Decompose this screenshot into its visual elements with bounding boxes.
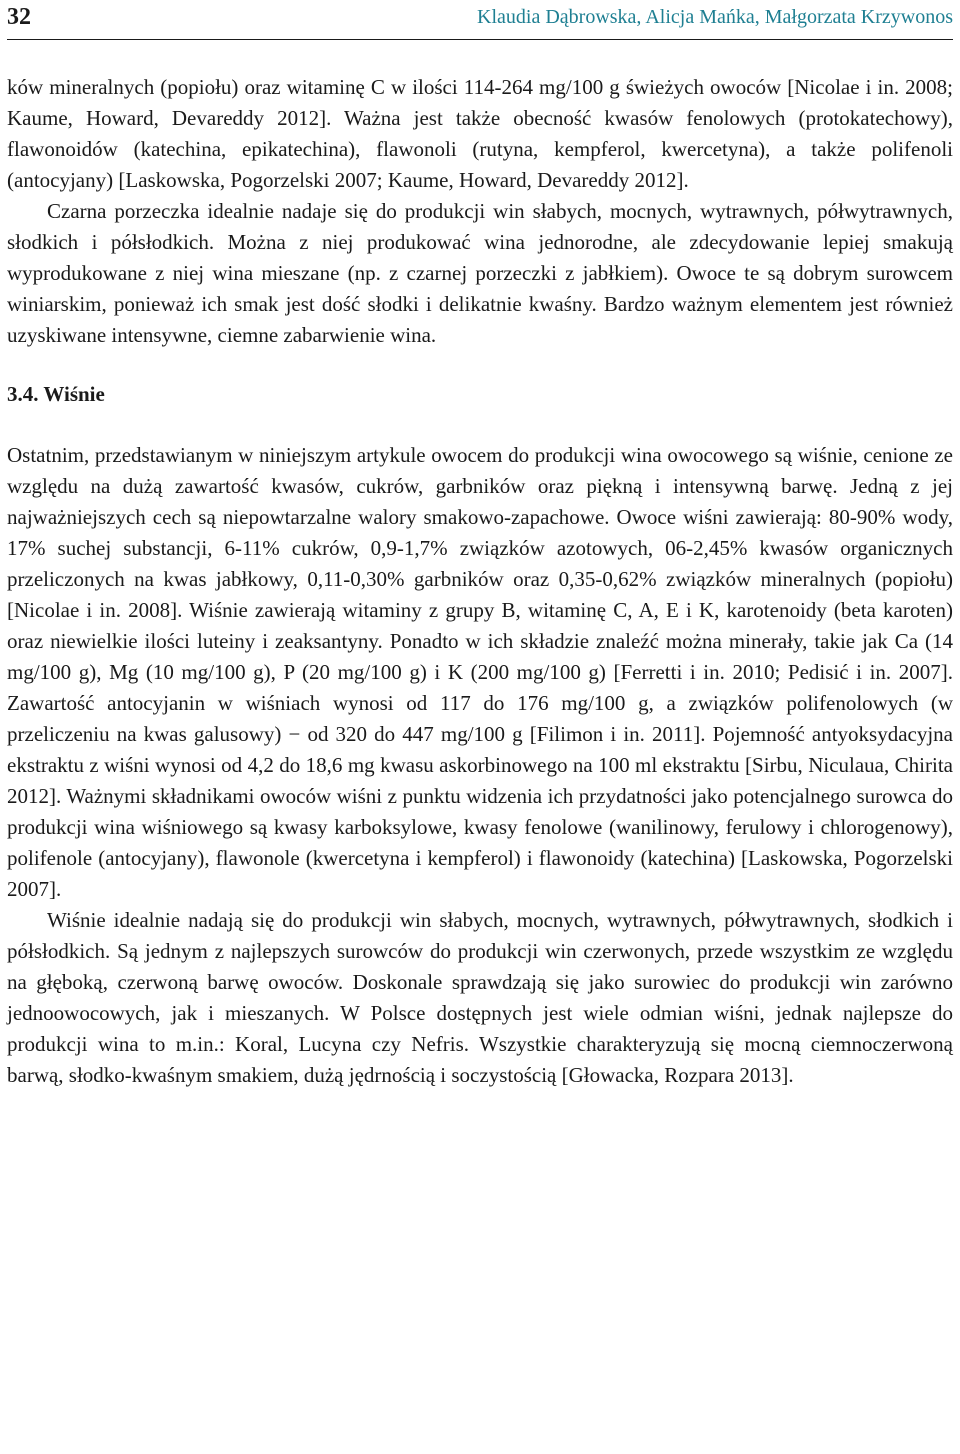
body-text <box>7 72 953 1091</box>
page-header <box>7 0 953 40</box>
paragraph-cherries-composition: Ostatnim, przedstawianym w niniejszym artykule owocem do produkcji wina owocowego są wiśnie, cenione ze względu na dużą zawartość kwasów, cukrów, garbników oraz piękną i intensywną barwę. Jedną z jej najważniejszych cech są niepowtarzalne walory smakowo-zapachowe. Owoce wiśni zawierają: 80-90% wody, 17% suchej substancji, 6-11% cukrów, 0,9-1,7% związków azotowych, 06-2,45% kwasów organicznych przeliczonych na kwas jabłkowy, 0,11-0,30% garbników oraz 0,35-0,62% związków mineralnych (popiołu) [Nicolae i in. 2008]. Wiśnie zawierają witaminy z grupy B, witaminę C, A, E i K, karotenoidy (beta karoten) oraz niewielkie ilości luteiny i zeaksantyny. Ponadto w ich składzie znaleźć można minerały, takie jak Ca (14 mg/100 g), Mg (10 mg/100 g), P (20 mg/100 g) i K (200 mg/100 g) [Ferretti i in. 2010; Pedisić i in. 2007]. Zawartość antocyjanin w wiśniach wynosi od 117 do 176 mg/100 g, a związków polifenolowych (w przeliczeniu na kwas galusowy) − od 320 do 447 mg/100 g [Filimon i in. 2011]. Pojemność antyoksydacyjna ekstraktu z wiśni wynosi od 4,2 do 18,6 mg kwasu askorbinowego na 100 ml ekstraktu [Sirbu, Niculaua, Chirita 2012]. Ważnymi składnikami owoców wiśni z punktu widzenia ich przydatności jako potencjalnego surowca do produkcji wina wiśniowego są kwasy karboksylowe, kwasy fenolowe (wanilinowy, ferulowy i chlorogenowy), polifenole (antocyjany), flawonole (kwercetyna i kempferol) i flawonoidy (katechina) [Laskowska, Pogorzelski 2007]. <box>7 443 953 901</box>
page-number: 32 <box>7 4 31 30</box>
header-rule <box>7 39 953 40</box>
running-head-authors: Klaudia Dąbrowska, Alicja Mańka, Małgorzata Krzywonos <box>477 6 953 28</box>
paragraph-cherries-wine: Wiśnie idealnie nadają się do produkcji win słabych, mocnych, wytrawnych, półwytrawnych, słodkich i półsłodkich. Są jednym z najlepszych surowców do produkcji win czerwonych, przede wszystkim ze względu na głęboką, czerwoną barwę owoców. Doskonale sprawdzają się jako surowiec do produkcji win zarówno jednoowocowych, jak i mieszanych. W Polsce dostępnych jest wiele odmian wiśni, jednak najlepsze do produkcji wina to m.in.: Koral, Lucyna czy Nefris. Wszystkie charakteryzują się mocną ciemnoczerwoną barwą, słodko-kwaśnym smakiem, dużą jędrnością i soczystością [Głowacka, Rozpara 2013]. <box>7 908 953 1087</box>
section-heading-cherries: 3.4. Wiśnie <box>7 382 105 406</box>
paragraph-continuation: ków mineralnych (popiołu) oraz witaminę C w ilości 114-264 mg/100 g świeżych owoców [Nicolae i in. 2008; Kaume, Howard, Devareddy 2012]. Ważna jest także obecność kwasów fenolowych (protokatechowy), flawonoidów (katechina, epikatechina), flawonoli (rutyna, kempferol, kwercetyna), a także polifenoli (antocyjany) [Laskowska, Pogorzelski 2007; Kaume, Howard, Devareddy 2012]. <box>7 75 953 192</box>
paragraph-black-currant: Czarna porzeczka idealnie nadaje się do produkcji win słabych, mocnych, wytrawnych, półwytrawnych, słodkich i półsłodkich. Można z niej produkować wina jednorodne, ale zdecydowanie lepiej smakują wyprodukowane z niej wina mieszane (np. z czarnej porzeczki z jabłkiem). Owoce te są dobrym surowcem winiarskim, ponieważ ich smak jest dość słodki i delikatnie kwaśny. Bardzo ważnym elementem jest również uzyskiwane intensywne, ciemne zabarwienie wina. <box>7 199 953 347</box>
document-page <box>7 0 953 1454</box>
